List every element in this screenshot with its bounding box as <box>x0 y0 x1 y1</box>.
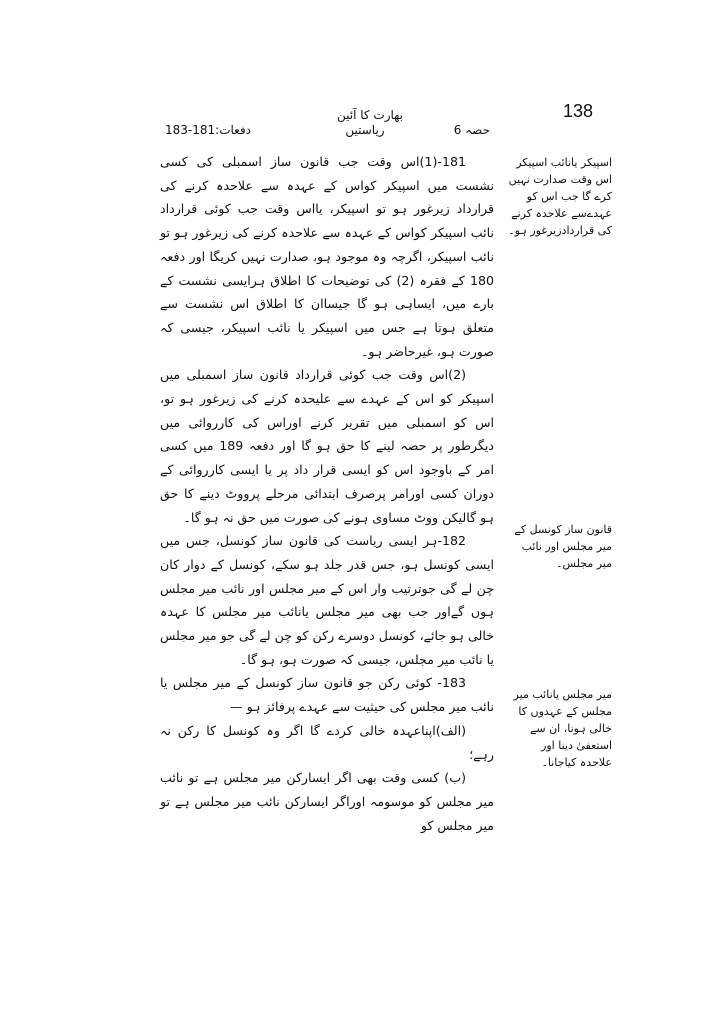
article-181-clause-1: 181-(1)اس وقت جب قانون ساز اسمبلی کی کسی نشست میں اسپیکر کواس کے عہدہ سے علاحدہ کرنے کی قرارداد زیرغور ہو تو اسپیکر، یااس وقت جب کوئی قرارداد نائب اسپیکر کواس کے عہدہ سے علاحدہ کرنے کی زیرغور ہو تو نائب اسپیکر، اگرچہ وہ موجود ہو، صدارت نہیں کریگا اور دفعہ 180 کے فقرہ (2) کی توضیحات کا اطلاق ہرایسی نشست کے بارے میں، ایساہی ہو گا جیساان کا اطلاق اس نشست سے متعلق ہوتا ہے جس میں اسپیکر یا نائب اسپیکر، جیسی کہ صورت ہو، غیرحاضر ہو۔ <box>160 154 494 359</box>
page-number: 138 <box>563 101 594 121</box>
margin-note-183: میر مجلس یانائب میر مجلس کے عہدوں کا خالی ہونا، ان سے استعفیٰ دینا اور علاحدہ کیاجانا۔ <box>513 688 612 769</box>
part-label: حصہ 6 <box>453 123 490 137</box>
article-182: 182-ہر ایسی ریاست کی قانون ساز کونسل، جس میں ایسی کونسل ہو، جس قدر جلد ہو سکے، کونسل کے دوار کان چن لے گی جوترتیب وار اس کے میر مجلس اور نائب میر مجلس ہوں گےاور جب بھی میر مجلس یانائب میر مجلس کا عہدہ خالی ہو جائے، کونسل دوسرے رکن کو چن لے گی جو میر مجلس یا نائب میر مجلس، جیسی کہ صورت ہو، ہو گا۔ <box>160 533 494 667</box>
margin-note-182: قانون ساز کونسل کے میر مجلس اور نائب میر مجلس۔ <box>514 523 612 570</box>
article-183-clause-b: (ب) کسی وقت بھی اگر ایسارکن میر مجلس ہے تو نائب میر مجلس کو موسومہ اوراگر ایسارکن نائب میر مجلس ہے تو میر مجلس کو <box>160 770 494 833</box>
main-text <box>160 150 494 837</box>
margin-note-181: اسپیکر یانائب اسپیکر اس وقت صدارت نہیں کرے گا جب اس کو عہدےسے علاحدہ کرنے کی قراردادزیرغور ہو۔ <box>508 156 612 237</box>
document-title: بھارت کا آئین <box>336 108 404 122</box>
articles-label: دفعات:181-183 <box>165 123 252 137</box>
article-181-clause-2: (2)اس وقت جب کوئی قرارداد قانون ساز اسمبلی میں اسپیکر کو اس کے عہدے سے علیحدہ کرنے کی زیرغور ہو تو، اس کو اسمبلی میں تقریر کرنے اوراس کی کارروائی میں دیگرطور پر حصہ لینے کا حق ہو گا اور دفعہ 189 میں کسی امر کے باوجود اس کو ایسی قرار داد پر یا ایسی کارروائی کے دوران کسی اورامر پرصرف ابتدائی مرحلے پرووٹ دینے کا حق ہو گالیکن ووٹ مساوی ہونے کی صورت میں حق نہ ہو گا۔ <box>160 367 494 525</box>
article-183: 183- کوئی رکن جو قانون ساز کونسل کے میر مجلس یا نائب میر مجلس کی حیثیت سے عہدے پرفائز ہو — <box>160 675 494 715</box>
section-label: ریاستیں <box>345 123 385 137</box>
article-183-clause-a: (الف)اپناعہدہ خالی کردے گا اگر وہ کونسل کا رکن نہ رہے؛ <box>160 722 494 762</box>
